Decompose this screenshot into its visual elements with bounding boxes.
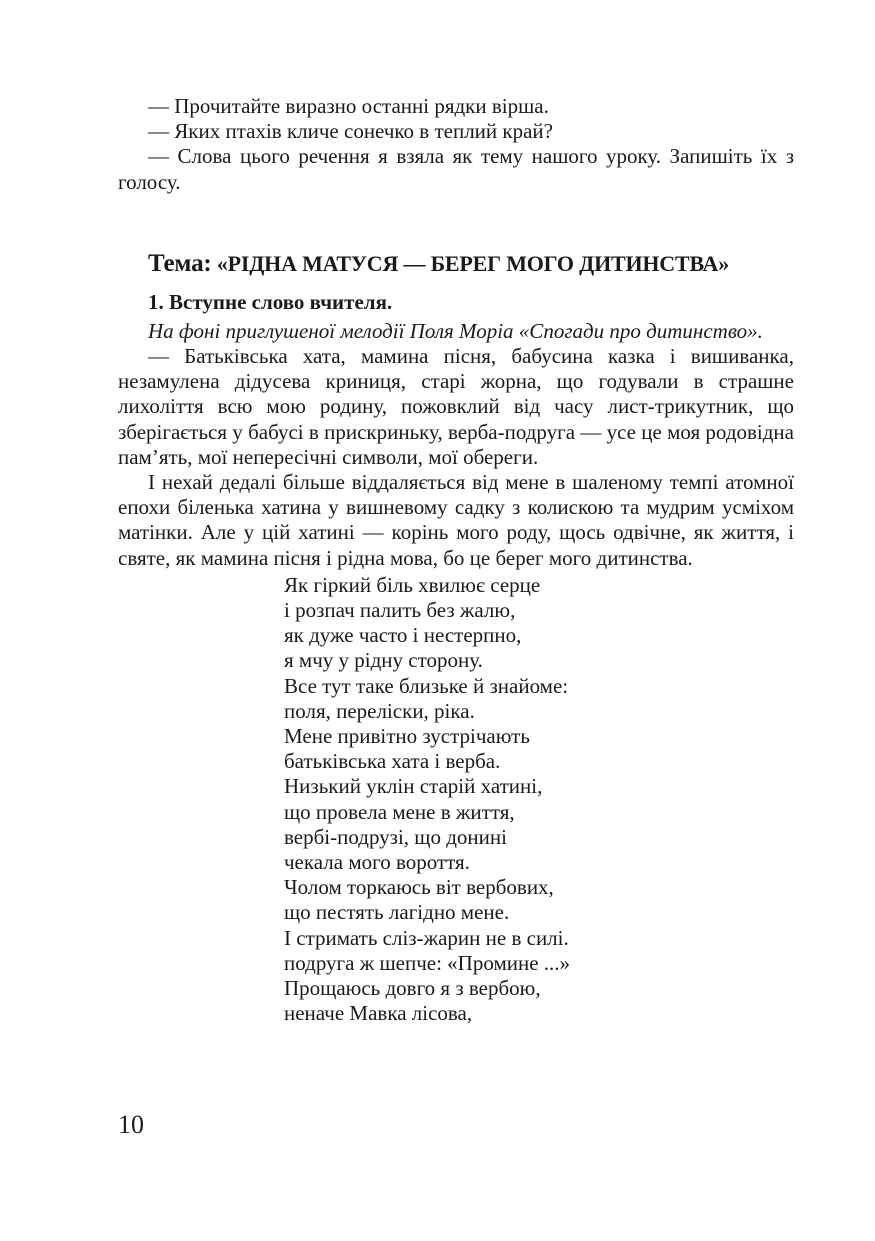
intro-questions [118, 94, 794, 195]
poem-line: що провела мене в життя, [284, 799, 515, 824]
poem-line: батьківська хата і верба. [284, 749, 501, 774]
poem-line: Прощаюсь довго я з вербою, [284, 976, 541, 1001]
poem-line: що пестять лагідно мене. [284, 900, 510, 925]
lesson-topic [118, 249, 794, 279]
poem-line: Низький уклін старій хатині, [284, 774, 543, 799]
intro-question-2: — Яких птахів кличе сонечко в теплий край? [148, 119, 553, 144]
intro-question-1: — Прочитайте виразно останні рядки вірша. [148, 94, 549, 118]
poem-line: вербі-подрузі, що донині [284, 824, 507, 849]
poem-line: поля, переліски, ріка. [284, 698, 475, 723]
poem-line: я мчу у рідну сторону. [284, 648, 483, 673]
poem-line: Все тут таке близьке й знайоме: [284, 673, 569, 698]
poem-line: як дуже часто і нестерпно, [284, 623, 522, 648]
topic-label: Тема: [148, 249, 212, 277]
topic-title: «РІДНА МАТУСЯ — БЕРЕГ МОГО ДИТИНСТВА» [216, 250, 730, 276]
poem-line: Як гіркий біль хвилює серце [284, 572, 541, 597]
spacer [118, 195, 794, 249]
intro-question-3: — Слова цього речення я взяла як тему нашого уроку. Запишіть їх з голосу. [118, 144, 794, 194]
teacher-paragraph-2: І нехай дедалі більше віддаляється від мене в шаленому темпі атомної епохи біленька хатина у вишневому садку з колискою та мудрим усміхом матінки. Але у цій хатині — корінь мого роду, щось одвічне, як життя, і святе, як мамина пісня і рідна мова, бо це берег мого дитинства. [118, 470, 794, 570]
poem-line: і розпач палить без жалю, [284, 598, 516, 623]
page-content [118, 94, 794, 1027]
poem-line: чекала мого вороття. [284, 850, 470, 875]
poem-line: подруга ж шепче: «Промине ...» [284, 950, 571, 975]
poem-line: Чолом торкаюсь віт вербових, [284, 875, 554, 900]
section-heading: 1. Вступне слово вчителя. [148, 289, 393, 314]
poem-line: І стримать сліз-жарин не в силі. [284, 925, 569, 950]
poem-line: Мене привітно зустрічають [284, 724, 530, 749]
teacher-paragraph-1: — Батьківська хата, мамина пісня, бабусина казка і вишиванка, незамулена дідусева криниця, старі жорна, що годували в страшне лихоліття всю мою родину, пожовклий від часу лист-трикутник, що зберігається у бабусі в прискриньку, верба-подруга — усе це моя родовідна пам’ять, мої непересічні символи, мої обереги. [118, 344, 794, 469]
page-number: 10 [118, 1110, 144, 1139]
poem-line: неначе Мавка лісова, [284, 1001, 473, 1026]
stage-note: На фоні приглушеної мелодії Поля Моріа «Спогади про дитинство». [148, 318, 763, 343]
poem [284, 573, 794, 1027]
